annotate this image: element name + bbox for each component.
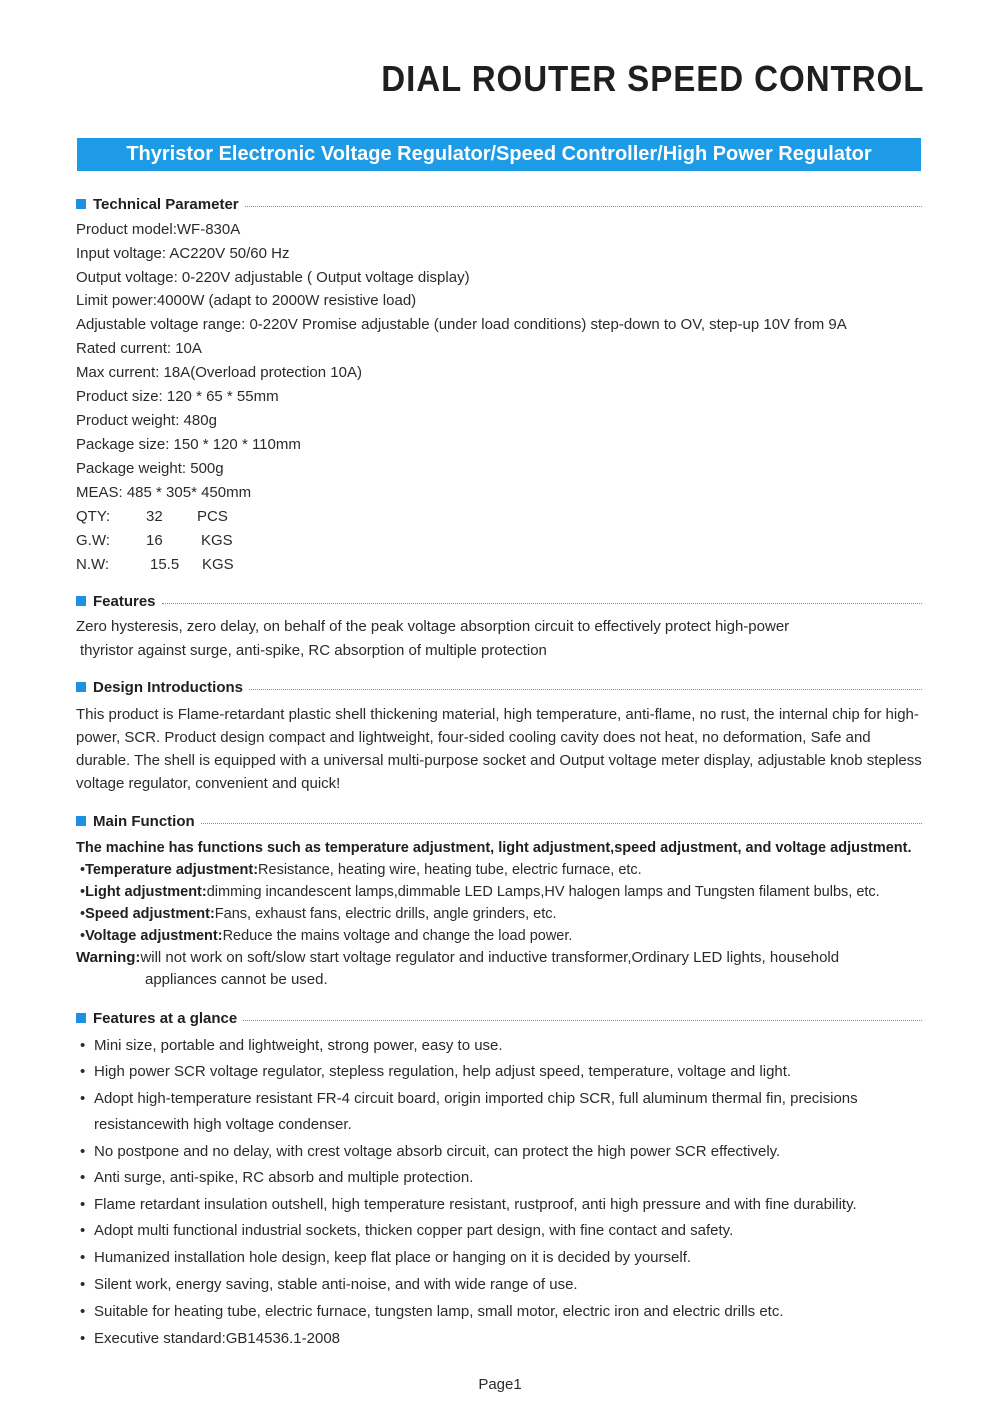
section-square-icon xyxy=(76,682,86,692)
function-label: Light adjustment: xyxy=(85,884,207,900)
function-text: Reduce the mains voltage and change the load power. xyxy=(222,928,573,944)
spec-line: Package weight: 500g xyxy=(76,460,224,477)
section-title: Main Function xyxy=(93,812,195,830)
section-square-icon xyxy=(76,816,86,826)
features-heading xyxy=(76,591,922,611)
spec-line: Output voltage: 0-220V adjustable ( Output voltage display) xyxy=(76,269,470,286)
features-text-line: thyristor against surge, anti-spike, RC absorption of multiple protection xyxy=(80,642,547,659)
section-square-icon xyxy=(76,199,86,209)
function-item: •Voltage adjustment:Reduce the mains voltage and change the load power. xyxy=(80,928,573,944)
dotted-divider xyxy=(243,1020,922,1021)
spec-line: Product size: 120 * 65 * 55mm xyxy=(76,388,279,405)
glance-item: • Adopt high-temperature resistant FR-4 circuit board, origin imported chip SCR, full aluminum thermal fin, precisions resistancewith high voltage condenser. xyxy=(80,1090,858,1133)
section-title: Technical Parameter xyxy=(93,195,239,213)
warning-text: will not work on soft/slow start voltage regulator and inductive transformer,Ordinary LED lights, household xyxy=(140,949,840,966)
function-label: Speed adjustment: xyxy=(85,906,215,922)
spec-line: Limit power:4000W (adapt to 2000W resistive load) xyxy=(76,292,417,309)
glance-item: • Silent work, energy saving, stable anti-noise, and with wide range of use. xyxy=(80,1276,578,1293)
packing-label: N.W: xyxy=(76,556,110,573)
glance-item: • Flame retardant insulation outshell, high temperature resistant, rustproof, anti high pressure and with fine durability. xyxy=(80,1196,857,1213)
glance-item: • Anti surge, anti-spike, RC absorb and multiple protection. xyxy=(80,1169,474,1186)
features-at-a-glance-heading xyxy=(76,1008,922,1028)
warning-label: Warning: xyxy=(76,949,141,966)
section-square-icon xyxy=(76,1013,86,1023)
spec-line: Adjustable voltage range: 0-220V Promise adjustable (under load conditions) step-down to OV, step-up 10V from 9A xyxy=(76,316,847,333)
features-text-line: Zero hysteresis, zero delay, on behalf of the peak voltage absorption circuit to effectively protect high-power xyxy=(76,618,790,635)
glance-item: • No postpone and no delay, with crest voltage absorb circuit, can protect the high power SCR effectively. xyxy=(80,1143,781,1160)
dotted-divider xyxy=(249,689,922,690)
section-square-icon xyxy=(76,596,86,606)
page-title: DIAL ROUTER SPEED CONTROL xyxy=(380,58,924,99)
glance-item: • Suitable for heating tube, electric furnace, tungsten lamp, small motor, electric iron and electric drills etc. xyxy=(80,1303,784,1320)
warning-text: appliances cannot be used. xyxy=(145,971,328,988)
spec-line: MEAS: 485 * 305* 450mm xyxy=(76,484,252,501)
packing-value: 32 xyxy=(146,508,163,525)
function-item: •Light adjustment:dimming incandescent lamps,dimmable LED Lamps,HV halogen lamps and Tungsten filament bulbs, etc. xyxy=(80,884,880,900)
spec-line: Product model:WF-830A xyxy=(76,221,241,238)
function-item: •Temperature adjustment:Resistance, heating wire, heating tube, electric furnace, etc. xyxy=(80,862,642,878)
packing-unit: KGS xyxy=(202,556,234,573)
section-title: Design Introductions xyxy=(93,678,243,696)
function-label: Voltage adjustment: xyxy=(85,928,223,944)
spec-line: Rated current: 10A xyxy=(76,340,202,357)
dotted-divider xyxy=(201,823,922,824)
function-text: Fans, exhaust fans, electric drills, angle grinders, etc. xyxy=(214,906,557,922)
function-item: •Speed adjustment:Fans, exhaust fans, electric drills, angle grinders, etc. xyxy=(80,906,557,922)
glance-item: • Humanized installation hole design, keep flat place or hanging on it is decided by yourself. xyxy=(80,1249,692,1266)
spec-line: Input voltage: AC220V 50/60 Hz xyxy=(76,245,290,262)
spec-line: Package size: 150 * 120 * 110mm xyxy=(76,436,301,453)
dotted-divider xyxy=(245,206,922,207)
design-paragraph: This product is Flame-retardant plastic shell thickening material, high temperature, anti-flame, no rust, the internal chip for high-power, SCR. Product design compact and lightweight, four-sided cooling cavity does not heat, no deformation, Safe and durable. The shell is equipped with a universal multi-purpose socket and Output voltage meter display, adjustable knob stepless voltage regulator, convenient and quick! xyxy=(76,706,922,792)
section-title: Features xyxy=(93,592,156,610)
dotted-divider xyxy=(162,603,922,604)
main-function-intro: The machine has functions such as temperature adjustment, light adjustment,speed adjustment, and voltage adjustment. xyxy=(76,840,912,856)
function-text: dimming incandescent lamps,dimmable LED Lamps,HV halogen lamps and Tungsten filament bulbs, etc. xyxy=(206,884,880,900)
packing-label: QTY: xyxy=(76,508,111,525)
function-text: Resistance, heating wire, heating tube, electric furnace, etc. xyxy=(258,862,642,878)
page-number: Page1 xyxy=(478,1376,522,1393)
packing-label: G.W: xyxy=(76,532,110,549)
packing-unit: KGS xyxy=(201,532,233,549)
spec-line: Product weight: 480g xyxy=(76,412,217,429)
main-function-heading xyxy=(76,811,922,831)
warning-note xyxy=(76,947,926,991)
packing-value: 16 xyxy=(146,532,163,549)
glance-item: • Executive standard:GB14536.1-2008 xyxy=(80,1330,340,1347)
glance-item: • Mini size, portable and lightweight, strong power, easy to use. xyxy=(80,1037,503,1054)
section-title: Features at a glance xyxy=(93,1009,238,1027)
packing-value: 15.5 xyxy=(150,556,180,573)
function-label: Temperature adjustment: xyxy=(85,862,259,878)
packing-unit: PCS xyxy=(197,508,228,525)
subtitle-banner: Thyristor Electronic Voltage Regulator/Speed Controller/High Power Regulator xyxy=(77,138,921,171)
technical-parameter-heading xyxy=(76,194,922,214)
spec-line: Max current: 18A(Overload protection 10A) xyxy=(76,364,362,381)
glance-item: • Adopt multi functional industrial sockets, thicken copper part design, with fine contact and safety. xyxy=(80,1222,734,1239)
design-introductions-heading xyxy=(76,677,922,697)
glance-item: • High power SCR voltage regulator, stepless regulation, help adjust speed, temperature, voltage and light. xyxy=(80,1063,792,1080)
